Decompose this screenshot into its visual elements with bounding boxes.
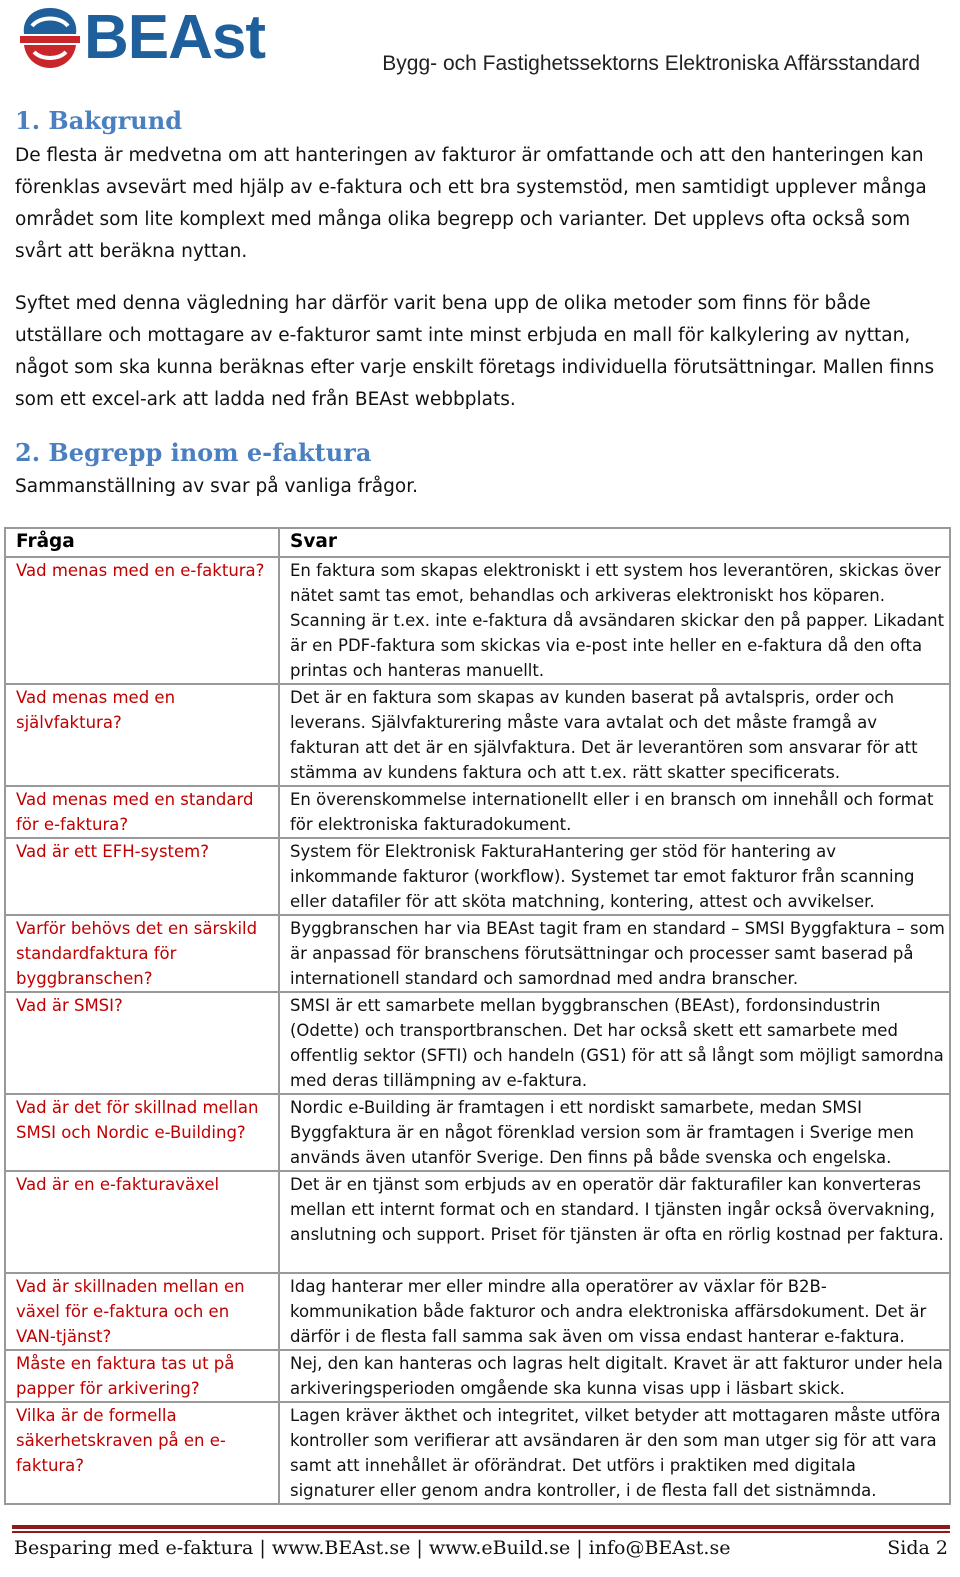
section-heading-begrepp: 2. Begrepp inom e-faktura [15, 438, 372, 467]
answer-cell: Nej, den kan hanteras och lagras helt digitalt. Kravet är att fakturor under hela arkiveringsperioden omgående ska kunna visas upp i läsbart skick. [279, 1350, 950, 1402]
question-cell: Vad är SMSI? [5, 992, 279, 1094]
begrepp-subtitle: Sammanställning av svar på vanliga frågor. [15, 476, 418, 497]
table-row [5, 684, 950, 786]
question-cell: Måste en faktura tas ut på papper för arkivering? [5, 1350, 279, 1402]
table-row [5, 1094, 950, 1171]
answer-cell: En överenskommelse internationellt eller i en bransch om innehåll och format för elektroniska fakturadokument. [279, 786, 950, 838]
answer-cell: Byggbranschen har via BEAst tagit fram en standard – SMSI Byggfaktura – som är anpassad för branschens förutsättningar och processer samt baserad på internationell standard och samordnad med andra branscher. [279, 915, 950, 992]
table-row [5, 786, 950, 838]
question-cell: Vad menas med en e-faktura? [5, 557, 279, 684]
footer-rule-thin [12, 1531, 950, 1533]
table-row [5, 1350, 950, 1402]
answer-cell: Nordic e-Building är framtagen i ett nordiskt samarbete, medan SMSI Byggfaktura är en något förenklad version som är framtagen i Sverige men används även utanför Sverige. Den finns på både svenska och engelska. [279, 1094, 950, 1171]
question-cell: Vilka är de formella säkerhetskraven på en e-faktura? [5, 1402, 279, 1504]
table-header-row [5, 528, 950, 557]
question-cell: Vad är ett EFH-system? [5, 838, 279, 915]
faq-table [4, 527, 951, 1505]
question-cell: Vad är en e-fakturaväxel [5, 1171, 279, 1273]
answer-cell: Det är en tjänst som erbjuds av en operatör där fakturafiler kan konverteras mellan ett internt format och en standard. I tjänsten ingår också övervakning, anslutning och support. Priset för tjänsten är ofta en rörlig kostnad per faktura. [279, 1171, 950, 1273]
bakgrund-paragraph-1: De flesta är medvetna om att hanteringen av fakturor är omfattande och att den hanteringen kan förenklas avsevärt med hjälp av e-faktura och ett bra systemstöd, men samtidigt upplever många området som lite komplext med många olika begrepp och varianter. Det upplevs ofta också som svårt att beräkna nyttan. [15, 145, 927, 262]
table-row [5, 557, 950, 684]
answer-cell: Idag hanterar mer eller mindre alla operatörer av växlar för B2B-kommunikation både fakturor och andra elektroniska affärsdokument. Det är därför i de flesta fall samma sak även om vissa endast hanterar e-faktura. [279, 1273, 950, 1350]
section-heading-bakgrund: 1. Bakgrund [15, 106, 182, 135]
column-header-answer: Svar [279, 528, 950, 557]
question-cell: Vad menas med en standard för e-faktura? [5, 786, 279, 838]
table-row [5, 992, 950, 1094]
answer-cell: Det är en faktura som skapas av kunden baserat på avtalspris, order och leverans. Självfakturering måste vara avtalat och det måste framgå av fakturan att det är en självfaktura. Det är leverantören som ansvarar för att stämma av kundens faktura och att t.ex. rätt skatter specificerats. [279, 684, 950, 786]
table-row [5, 915, 950, 992]
logo-wordmark: BEAst [84, 3, 266, 72]
beast-logo [18, 4, 280, 74]
table-row [5, 838, 950, 915]
answer-cell: Lagen kräver äkthet och integritet, vilket betyder att mottagaren måste utföra kontroller som verifierar att avsändaren är den som man utger sig för att vara samt att innehållet är oförändrat. Det utförs i praktiken med digitala signaturer eller genom andra kontroller, i de flesta fall det sistnämnda. [279, 1402, 950, 1504]
footer-rule-thick [12, 1525, 950, 1529]
bakgrund-paragraph-2: Syftet med denna vägledning har därför varit bena upp de olika metoder som finns för både utställare och mottagare av e-fakturor samt inte minst erbjuda en mall för kalkylering av nyttan, något som ska kunna beräknas efter varje enskilt företags individuella förutsättningar. Mallen finns som ett excel-ark att ladda ned från BEAst webbplats. [15, 293, 935, 410]
page-number: Sida 2 [887, 1537, 948, 1559]
question-cell: Vad är skillnaden mellan en växel för e-faktura och en VAN-tjänst? [5, 1273, 279, 1350]
question-cell: Varför behövs det en särskild standardfaktura för byggbranschen? [5, 915, 279, 992]
question-cell: Vad menas med en självfaktura? [5, 684, 279, 786]
footer-text: Besparing med e-faktura | www.BEAst.se | www.eBuild.se | info@BEAst.se [14, 1537, 731, 1559]
logo-mark-icon [18, 4, 82, 74]
answer-cell: System för Elektronisk FakturaHantering ger stöd för hantering av inkommande fakturor (workflow). Systemet tar emot fakturor från scanning eller datafiler för att sköta matchning, kontering, attest och avvikelser. [279, 838, 950, 915]
answer-cell: SMSI är ett samarbete mellan byggbranschen (BEAst), fordonsindustrin (Odette) och transportbranschen. Det har också skett ett samarbete med offentlig sektor (SFTI) och handeln (GS1) för att så långt som möjligt samordna med deras tillämpning av e-faktura. [279, 992, 950, 1094]
column-header-question: Fråga [5, 528, 279, 557]
table-row [5, 1402, 950, 1504]
answer-cell: En faktura som skapas elektroniskt i ett system hos leverantören, skickas över nätet samt tas emot, behandlas och arkiveras elektroniskt hos köparen. Scanning är t.ex. inte e-faktura då avsändaren skickar den på papper. Likadant är en PDF-faktura som skickas via e-post inte heller en e-faktura då den ofta printas och hanteras manuellt. [279, 557, 950, 684]
table-row [5, 1273, 950, 1350]
header-tagline: Bygg- och Fastighetssektorns Elektroniska Affärsstandard [382, 52, 920, 75]
question-cell: Vad är det för skillnad mellan SMSI och Nordic e-Building? [5, 1094, 279, 1171]
table-row [5, 1171, 950, 1273]
page-footer [14, 1537, 950, 1559]
